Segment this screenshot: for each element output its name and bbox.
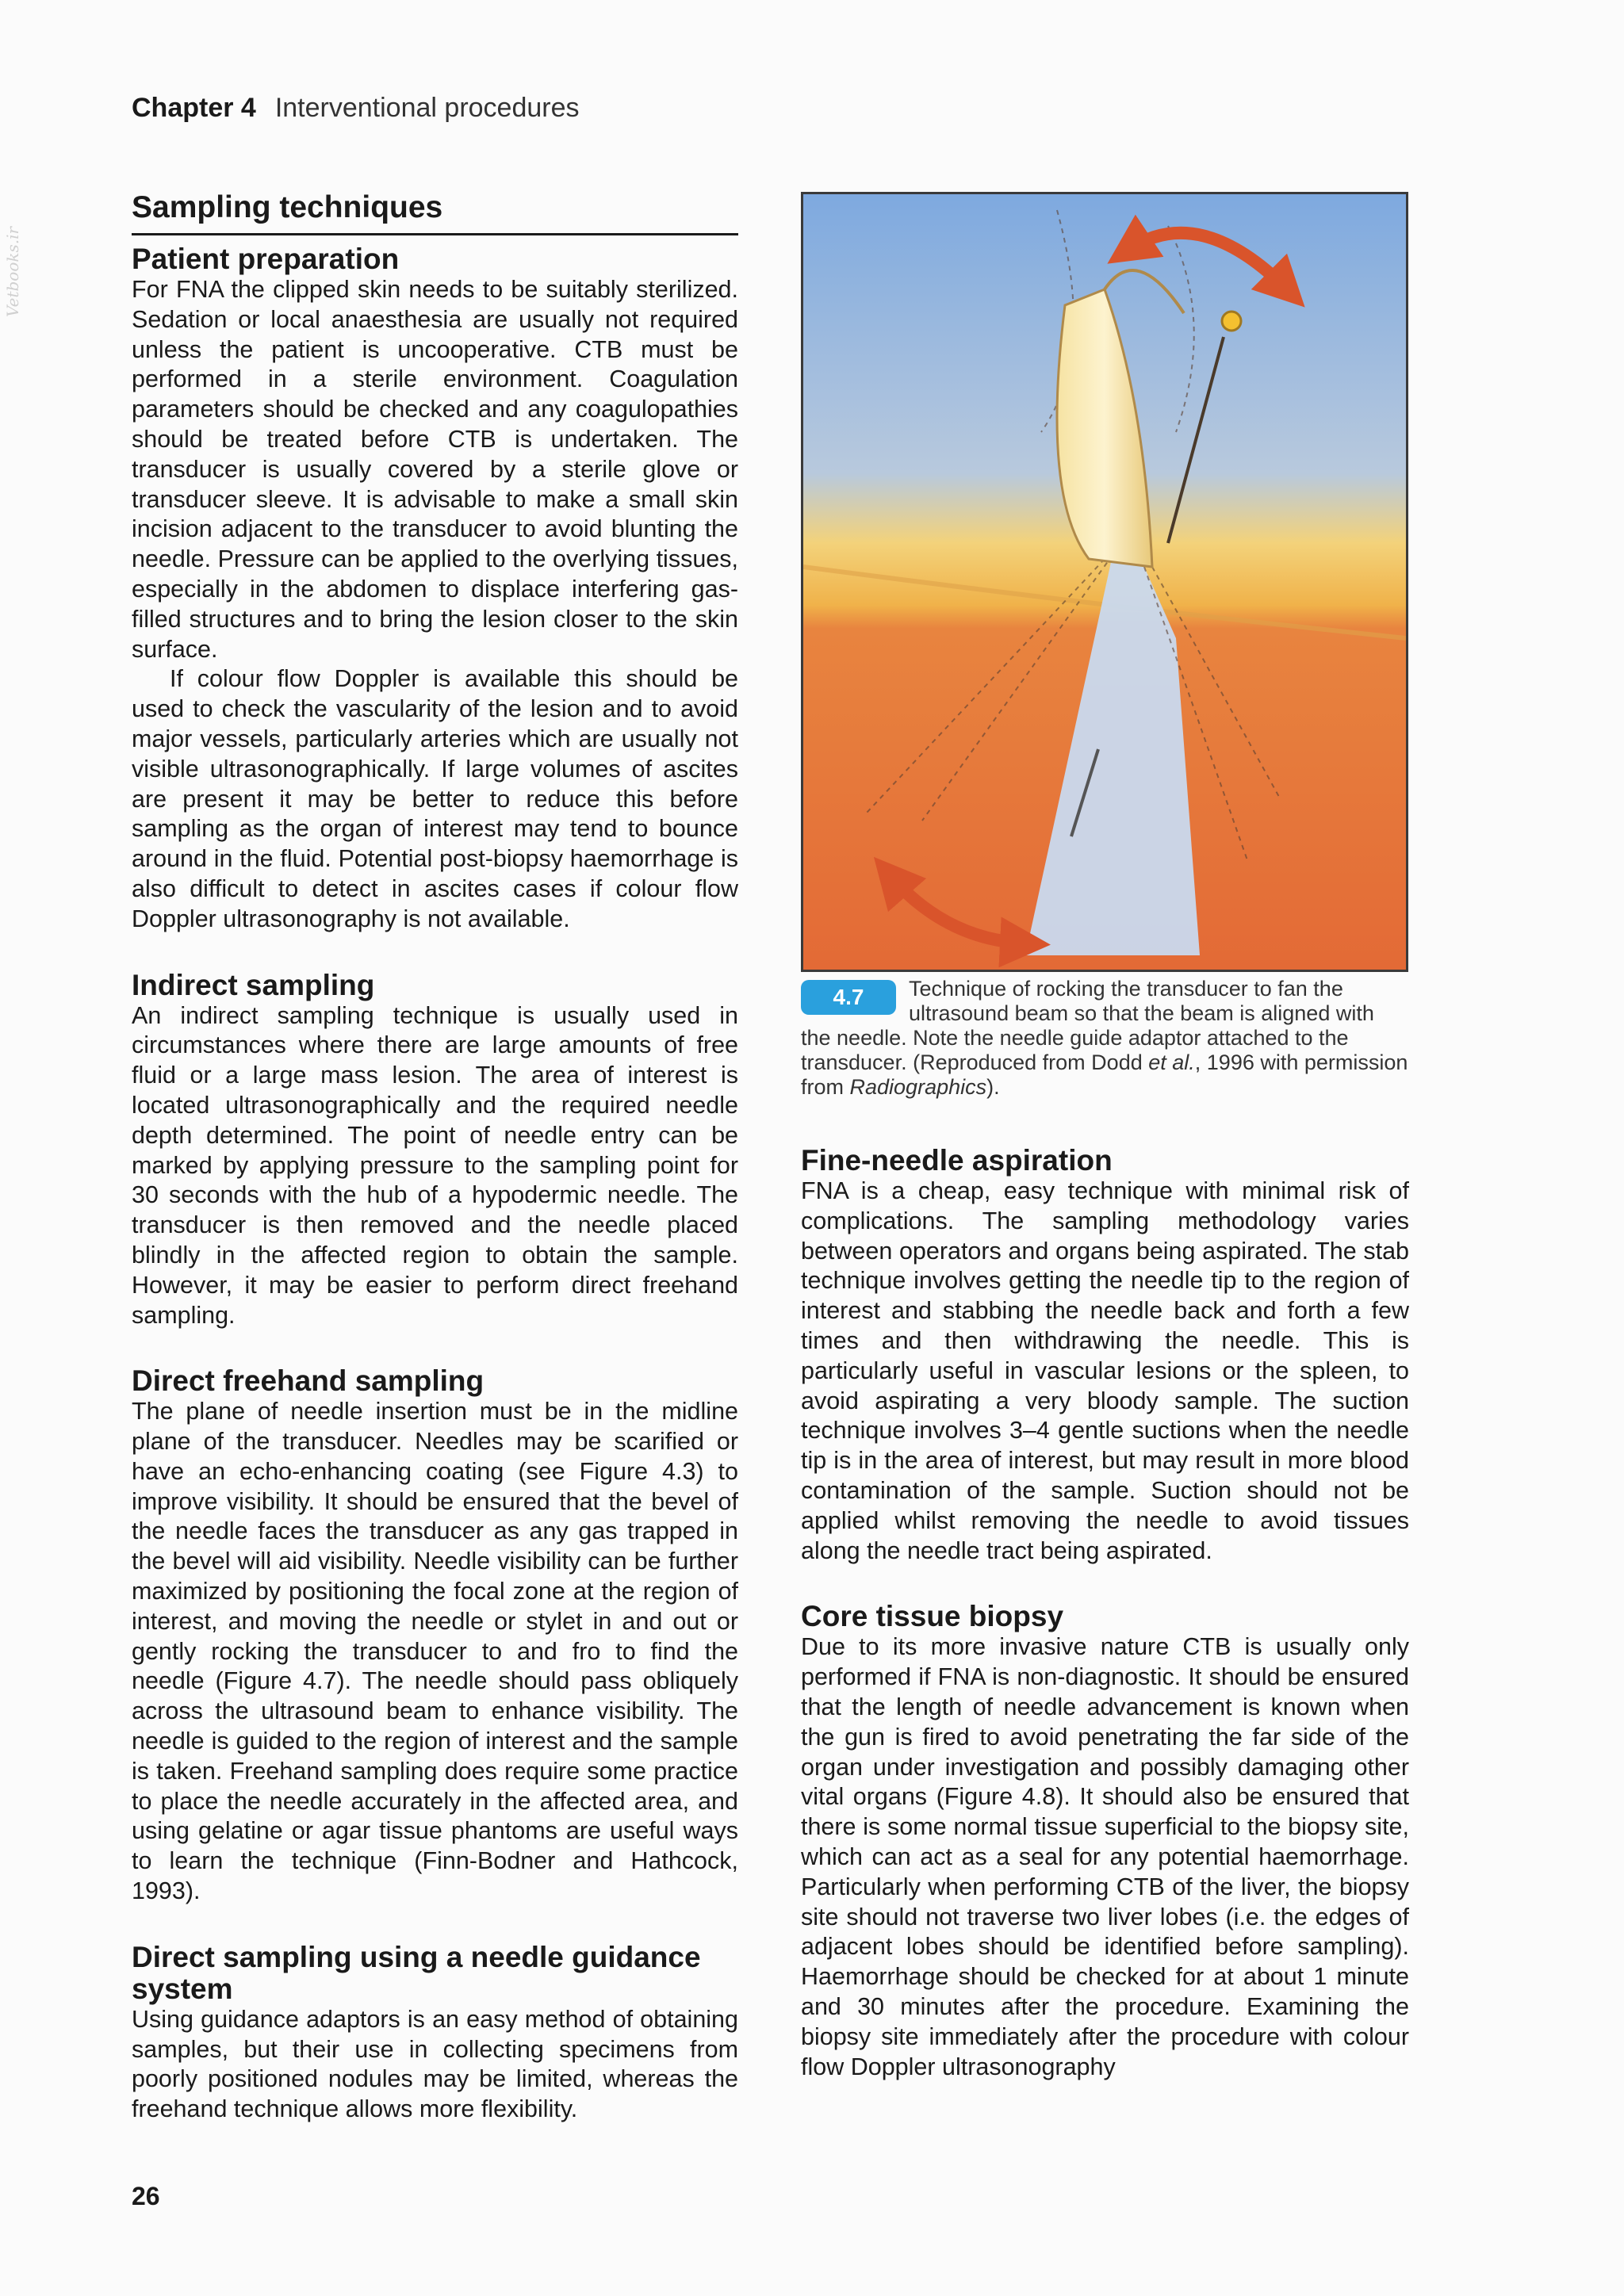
heading-patient-preparation: Patient preparation [132, 243, 400, 275]
paragraph: An indirect sampling technique is usually used in circumstances where there are large amounts of free fluid or a large mass lesion. The area of interest is located ultrasonographically and the required needle depth determined. The point of needle entry can be marked by applying pressure to the sampling point for 30 seconds with the hub of a hypodermic needle. The transducer is then removed and the needle placed blindly in the affected region to obtain the sample. However, it may be easier to perform direct freehand sampling. [132, 1001, 738, 1329]
figure-number-badge: 4.7 [801, 980, 896, 1015]
heading-core-tissue-biopsy: Core tissue biopsy [801, 1600, 1064, 1633]
right-column [801, 972, 1409, 2082]
page-number: 26 [132, 2182, 160, 2210]
chapter-number: Chapter 4 [132, 93, 256, 123]
paragraph: The plane of needle insertion must be in the midline plane of the transducer. Needles may be scarified or have an echo-enhancing coating (see Figure 4.3) to improve visibility. It should be ensured that the bevel of the needle faces the transducer as any gas trapped in the bevel will aid visibility. Needle visibility can be further maximized by positioning the focal zone at the region of interest, and moving the needle or stylet in and out or gently rocking the transducer to and fro to find the needle (Figure 4.7). The needle should pass obliquely across the ultrasound beam to enhance visibility. The needle is guided to the region of interest and the sample is taken. Freehand sampling does require some practice to place the needle accurately in the affected area, and using gelatine or agar tissue phantoms are useful ways to learn the technique (Finn-Bodner and Hathcock, 1993). [132, 1398, 738, 1905]
running-header [132, 89, 580, 127]
chapter-title: Interventional procedures [274, 93, 580, 123]
figure-caption: 4.7 Technique of rocking the transducer to fan the ultrasound beam so that the beam is aligned with the needle. Note the needle guide adaptor attached to the transducer. (Reproduced from Dodd et al., 1996 with permission from Radiographics). [801, 977, 1408, 1099]
paragraph: Using guidance adaptors is an easy method of obtaining samples, but their use in collecting specimens from poorly positioned nodules may be limited, whereas the freehand technique allows more flexibility. [132, 2005, 738, 2123]
paragraph: Due to its more invasive nature CTB is usually only performed if FNA is non-diagnostic. It should be ensured that the length of needle advancement is known when the gun is fired to avoid penetrating the far side of the organ under investigation and possibly damaging other vital organs (Figure 4.8). It should also be ensured that there is some normal tissue superficial to the biopsy site, which can act as a seal for any potential haemorrhage. Particularly when performing CTB of the liver, the biopsy site should not traverse two liver lobes (i.e. the edges of adjacent lobes should be identified before sampling). Haemorrhage should be checked for at about 1 minute and 30 minutes after the procedure. Examining the biopsy site immediately after the procedure with colour flow Doppler ultrasonography [801, 1633, 1409, 2080]
needle-guide-adaptor [1222, 312, 1241, 331]
heading-needle-guidance: Direct sampling using a needle guidance system [132, 1940, 701, 2005]
paragraph: For FNA the clipped skin needs to be suitably sterilized. Sedation or local anaesthesia are usually not required unless the patient is uncooperative. CTB must be performed in a sterile environment. Coagulation parameters should be checked and any coagulopathies should be treated before CTB is undertaken. The transducer is usually covered by a sterile glove or transducer sleeve. It is advisable to make a small skin incision adjacent to the transducer to avoid blunting the needle. Pressure can be applied to the overlying tissues, especially in the abdomen to displace interfering gas-filled structures and to bring the lesion closer to the skin surface. [132, 276, 738, 663]
watermark: Vetbooks.ir [3, 226, 22, 317]
left-column [132, 187, 738, 2125]
heading-direct-freehand-sampling: Direct freehand sampling [132, 1364, 485, 1398]
paragraph: FNA is a cheap, easy technique with minimal risk of complications. The sampling methodology varies between operators and organs being aspirated. The stab technique involves getting the needle tip to the region of interest and stabbing the needle back and forth a few times and then withdrawing the needle. This is particularly useful in vascular lesions or the spleen, to avoid aspirating a very bloody sample. The suction technique involves 3–4 gentle suctions when the needle tip is in the area of interest, but may result in more blood contamination of the sample. Suction should not be applied whilst removing the needle to avoid tissues along the needle tract being aspirated. [801, 1177, 1409, 1564]
heading-indirect-sampling: Indirect sampling [132, 968, 375, 1001]
figure-4-7-illustration [801, 192, 1408, 972]
section-title: Sampling techniques [132, 187, 738, 235]
paragraph: If colour flow Doppler is available this should be used to check the vascularity of the lesion and to avoid major vessels, particularly arteries which are usually not visible ultrasonographically. If large volumes of ascites are present it may be better to reduce this before sampling as the organ of interest may tend to bounce around in the fluid. Potential post-biopsy haemorrhage is also difficult to detect in ascites cases if colour flow Doppler ultrasonography is not available. [132, 665, 738, 932]
heading-fine-needle-aspiration: Fine-needle aspiration [801, 1144, 1113, 1177]
transducer-rocking-diagram [803, 194, 1406, 970]
